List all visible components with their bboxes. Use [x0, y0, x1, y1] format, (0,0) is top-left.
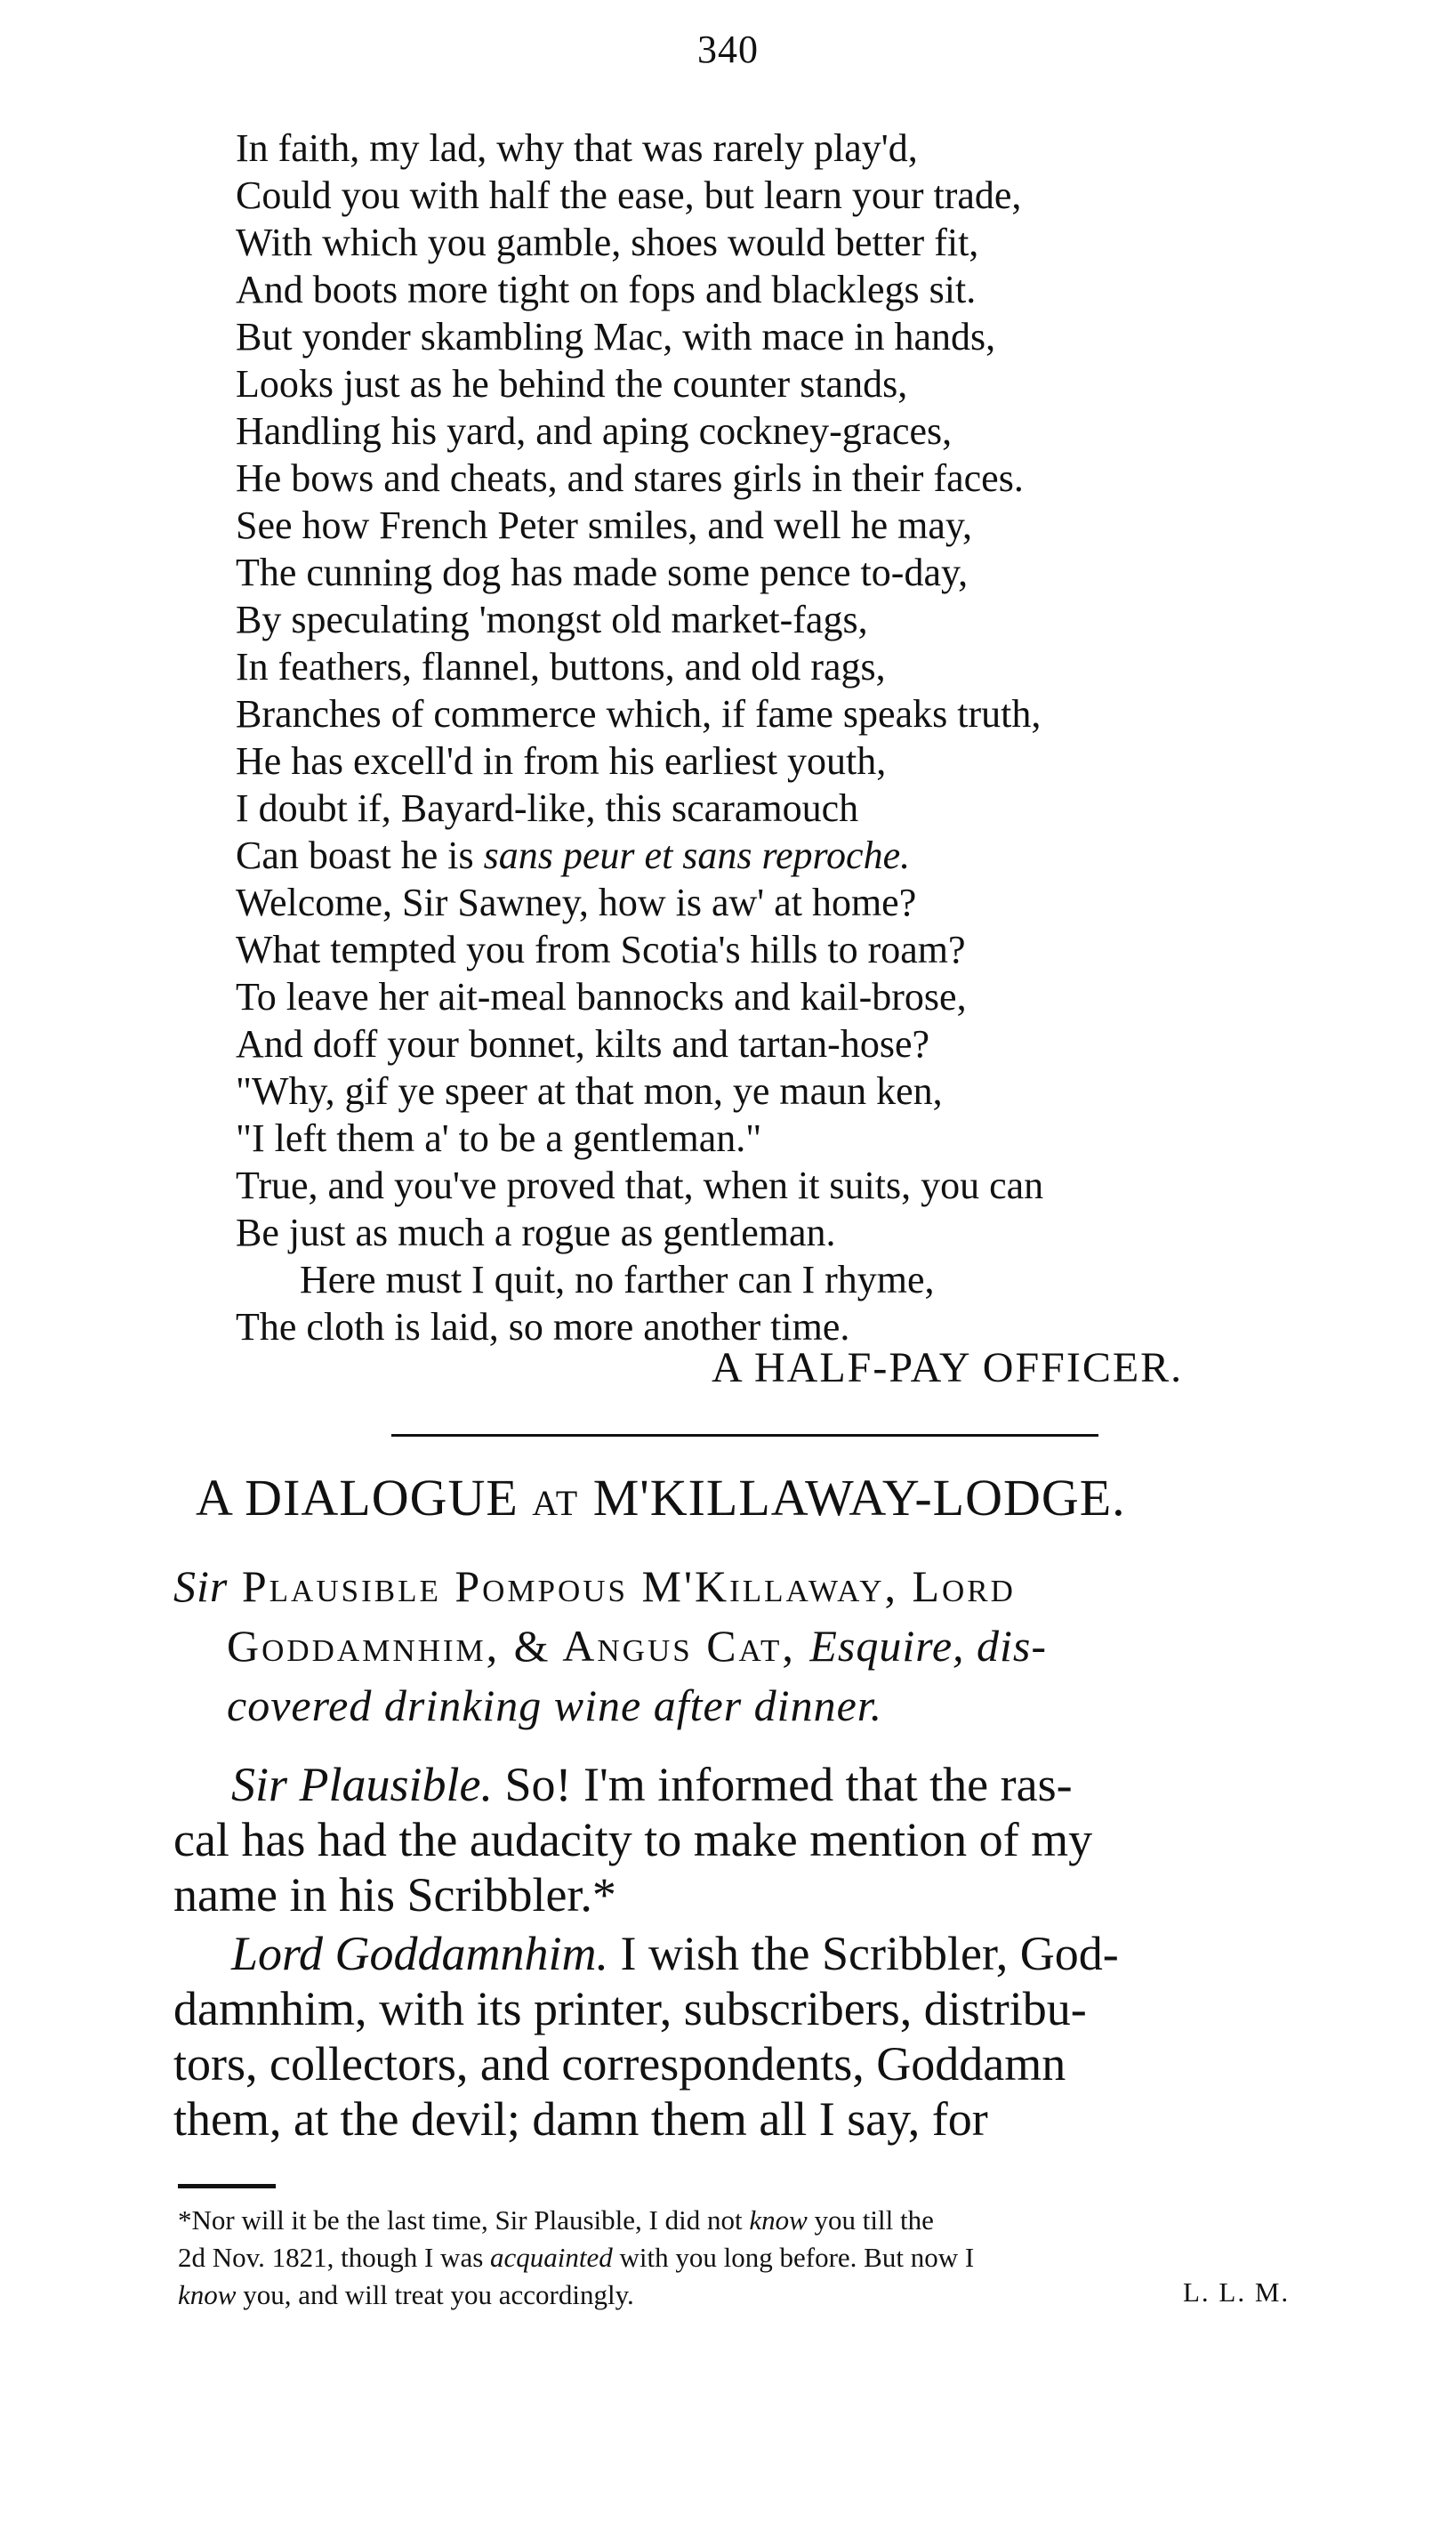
poem-line	[236, 1209, 1303, 1256]
poem-line	[236, 690, 1303, 737]
speech-line: name in his Scribbler.*	[173, 1868, 616, 1922]
poem-line-text: "Why, gif ye speer at that mon, ye maun ken,	[236, 1069, 943, 1113]
poem-line	[236, 219, 1303, 266]
poem-line-text: Welcome, Sir Sawney, how is aw' at home?	[236, 881, 917, 924]
poem-line-text: To leave her ait-meal bannocks and kail-brose,	[236, 975, 967, 1019]
poem-line	[236, 172, 1303, 219]
footnote	[178, 2202, 1334, 2314]
poem-line	[236, 1256, 1303, 1303]
speech-line	[173, 1757, 1330, 1812]
speech-line: cal has had the audacity to make mention of my	[173, 1813, 1093, 1866]
poem-line	[236, 1020, 1303, 1068]
footnote-text: you, and will treat you accordingly.	[236, 2279, 634, 2310]
footnote-text: you till the	[807, 2204, 934, 2236]
cast-text: Goddamnhim, & Angus Cat,	[227, 1621, 810, 1671]
speech-text: So! I'm informed that the ras-	[493, 1758, 1073, 1811]
poem-line	[236, 879, 1303, 926]
poem-line	[236, 125, 1303, 172]
title-small-word: AT	[532, 1483, 580, 1523]
poem-line	[236, 785, 1303, 832]
poem-line	[236, 643, 1303, 690]
title-part-2: M'KILLAWAY-LODGE.	[579, 1469, 1126, 1527]
speaker-name: Sir Plausible.	[231, 1758, 493, 1811]
cast-text: Plausible Pompous M'Killaway, Lord	[228, 1561, 1016, 1611]
dramatis-personae	[173, 1557, 1330, 1736]
poem-line-text: Here must I quit, no farther can I rhyme,	[300, 1258, 935, 1301]
poem-line	[236, 1068, 1303, 1115]
footnote-line	[178, 2276, 1334, 2314]
poem-line	[236, 1115, 1303, 1162]
poem-line	[236, 455, 1303, 502]
poem-line	[236, 973, 1303, 1020]
footnote-text: *Nor will it be the last time, Sir Plausible, I did not	[178, 2204, 750, 2236]
poem-line-text: And doff your bonnet, kilts and tartan-hose?	[236, 1022, 930, 1066]
poem-line-text: The cloth is laid, so more another time.	[236, 1305, 850, 1349]
poem-signature: A HALF-PAY OFFICER.	[712, 1344, 1184, 1391]
poem-line	[236, 1162, 1303, 1209]
poem-line-text: And boots more tight on fops and blacklegs sit.	[236, 268, 977, 311]
poem-line-text: I doubt if, Bayard-like, this scaramouch	[236, 786, 859, 830]
poem-line	[236, 737, 1303, 785]
speech-line	[173, 1926, 1330, 1981]
footnote-text: 2d Nov. 1821, though I was	[178, 2242, 491, 2273]
cast-italic: Esquire, dis-	[809, 1621, 1048, 1671]
speech-line: them, at the devil; damn them all I say, for	[173, 2092, 988, 2146]
page-number: 340	[697, 28, 759, 71]
cast-line	[173, 1616, 1330, 1676]
footnote-italic: acquainted	[490, 2242, 613, 2273]
section-divider	[391, 1434, 1098, 1437]
poem-line	[236, 266, 1303, 313]
poem-line-text: Could you with half the ease, but learn your trade,	[236, 173, 1022, 217]
footnote-text: with you long before. But now I	[612, 2242, 975, 2273]
poem-line	[236, 407, 1303, 455]
poem-line-text: True, and you've proved that, when it suits, you can	[236, 1164, 1044, 1207]
stage-direction: covered drinking wine after dinner.	[227, 1680, 883, 1730]
speech-text: I wish the Scribbler, God-	[608, 1927, 1119, 1980]
poem-line-text: He bows and cheats, and stares girls in their faces.	[236, 456, 1024, 500]
title-part-1: A DIALOGUE	[196, 1469, 533, 1527]
poem-line-text: Be just as much a rogue as gentleman.	[236, 1211, 836, 1254]
footnote-italic: know	[749, 2204, 808, 2236]
poem-line-text: With which you gamble, shoes would better fit,	[236, 221, 979, 264]
speaker-name: Lord Goddamnhim.	[231, 1927, 609, 1980]
dialogue-title	[196, 1468, 1126, 1527]
speech-line: damnhim, with its printer, subscribers, distribu-	[173, 1982, 1087, 2035]
poem-line-italic: sans peur et sans reproche.	[483, 834, 911, 877]
poem-line-text: Branches of commerce which, if fame speaks truth,	[236, 692, 1042, 736]
poem-line	[236, 360, 1303, 407]
footnote-italic: know	[178, 2279, 237, 2310]
poem-line	[236, 313, 1303, 360]
poem-line-text: But yonder skambling Mac, with mace in hands,	[236, 315, 996, 359]
footnote-line	[178, 2202, 1334, 2239]
poem-line-text: Looks just as he behind the counter stands,	[236, 362, 908, 406]
poem-line	[236, 926, 1303, 973]
poem-line	[236, 596, 1303, 643]
cast-line	[173, 1557, 1330, 1616]
poem-line-text: In feathers, flannel, buttons, and old rags,	[236, 645, 886, 689]
poem-line-text: In faith, my lad, why that was rarely play'd,	[236, 126, 918, 170]
poem-line-text: Handling his yard, and aping cockney-graces,	[236, 409, 953, 453]
poem-line-text: He has excell'd in from his earliest youth,	[236, 739, 887, 783]
poem	[236, 125, 1303, 1350]
poem-line	[236, 832, 1303, 879]
cast-title-sir: Sir	[173, 1561, 229, 1611]
footnote-line	[178, 2239, 1334, 2276]
speech-lord-goddamnhim	[173, 1926, 1330, 2147]
speech-sir-plausible	[173, 1757, 1330, 1922]
speech-line: tors, collectors, and correspondents, Goddamn	[173, 2037, 1066, 2091]
poem-line	[236, 549, 1303, 596]
footnote-signature: L. L. M.	[1183, 2276, 1291, 2308]
poem-line	[236, 502, 1303, 549]
poem-line-text: The cunning dog has made some pence to-day,	[236, 551, 969, 594]
poem-line-text: By speculating 'mongst old market-fags,	[236, 598, 868, 641]
footnote-rule	[178, 2184, 276, 2188]
poem-line-text: "I left them a' to be a gentleman."	[236, 1116, 762, 1160]
poem-line-text: What tempted you from Scotia's hills to roam?	[236, 928, 966, 971]
poem-line-text: Can boast he is	[236, 834, 484, 877]
poem-line-text: See how French Peter smiles, and well he may,	[236, 504, 973, 547]
